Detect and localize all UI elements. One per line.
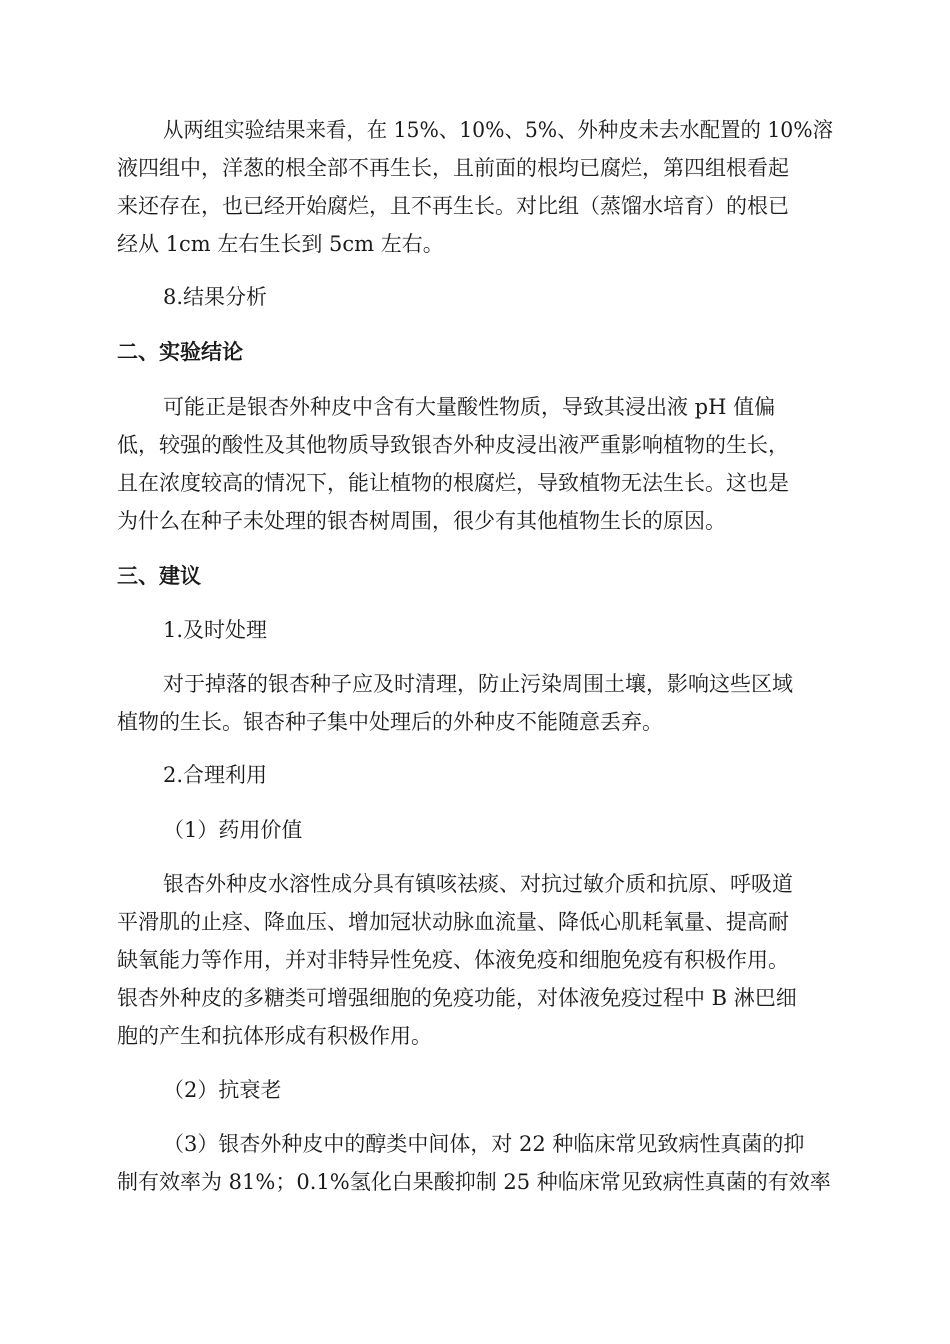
heading-suggestions: 三、建议 [117,564,201,588]
timely-line-1: 对于掉落的银杏种子应及时清理，防止污染周围土壤，影响这些区域 [163,672,793,696]
sub-2-anti-aging: （2）抗衰老 [163,1078,282,1102]
item-8-result-analysis: 8.结果分析 [163,285,268,309]
medical-line-2: 平滑肌的止痉、降血压、增加冠状动脉血流量、降低心肌耗氧量、提高耐 [117,910,789,934]
heading-conclusion: 二、实验结论 [117,340,243,364]
results-line-2: 液四组中，洋葱的根全部不再生长，且前面的根均已腐烂，第四组根看起 [117,156,789,180]
conclusion-line-2: 低，较强的酸性及其他物质导致银杏外种皮浸出液严重影响植物的生长， [117,433,789,457]
fungal-line-1: （3）银杏外种皮中的醇类中间体，对 22 种临床常见致病性真菌的抑 [163,1132,805,1156]
results-line-3: 来还存在，也已经开始腐烂，且不再生长。对比组（蒸馏水培育）的根已 [117,194,789,218]
medical-line-5: 胞的产生和抗体形成有积极作用。 [117,1024,432,1048]
results-line-1: 从两组实验结果来看，在 15%、10%、5%、外种皮未去水配置的 10%溶 [163,118,833,142]
item-1-timely-handling: 1.及时处理 [163,618,268,642]
results-line-4: 经从 1cm 左右生长到 5cm 左右。 [117,232,444,256]
conclusion-line-4: 为什么在种子未处理的银杏树周围，很少有其他植物生长的原因。 [117,509,726,533]
sub-1-medicinal-value: （1）药用价值 [163,818,303,842]
medical-line-3: 缺氧能力等作用，并对非特异性免疫、体液免疫和细胞免疫有积极作用。 [117,948,789,972]
timely-line-2: 植物的生长。银杏种子集中处理后的外种皮不能随意丢弃。 [117,710,663,734]
conclusion-line-1: 可能正是银杏外种皮中含有大量酸性物质，导致其浸出液 pH 值偏 [163,395,776,419]
item-2-rational-use: 2.合理利用 [163,763,268,787]
conclusion-line-3: 且在浓度较高的情况下，能让植物的根腐烂，导致植物无法生长。这也是 [117,471,789,495]
medical-line-1: 银杏外种皮水溶性成分具有镇咳祛痰、对抗过敏介质和抗原、呼吸道 [163,872,793,896]
medical-line-4: 银杏外种皮的多糖类可增强细胞的免疫功能，对体液免疫过程中 B 淋巴细 [117,986,797,1010]
fungal-line-2: 制有效率为 81%；0.1%氢化白果酸抑制 25 种临床常见致病性真菌的有效率 [117,1170,831,1194]
